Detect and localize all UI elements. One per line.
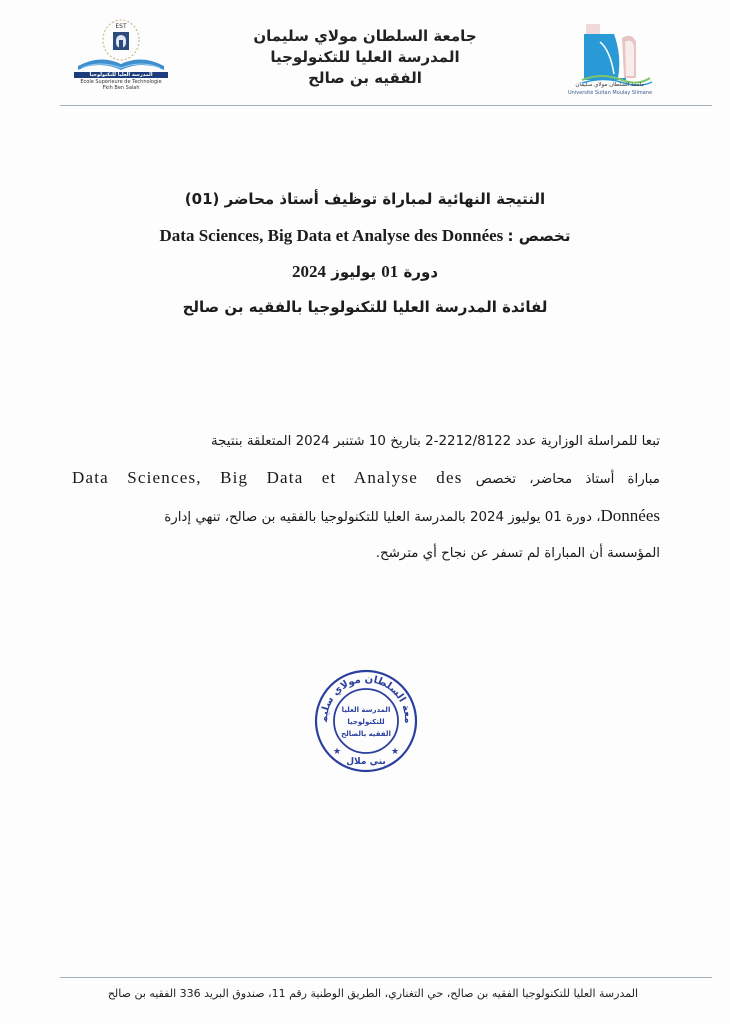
- specialty-line: [60, 226, 670, 246]
- document-title: النتيجة النهائية لمباراة توظيف أستاذ محاضر (01): [184, 190, 546, 208]
- paragraph-line-1: تبعا للمراسلة الوزارية عدد 2212/8122-2 بتاريخ 10 شتنبر 2024 المتعلقة بنتيجة: [210, 434, 660, 449]
- paragraph-line-3-latin: Données: [600, 506, 660, 525]
- official-stamp: [313, 668, 419, 774]
- stamp-inner-line-3: الفقيه بالصالح: [341, 730, 391, 738]
- session-day: 01: [381, 262, 399, 281]
- usms-logo-latin: Université Sultan Moulay Slimane: [567, 90, 653, 96]
- header-divider: [60, 105, 712, 106]
- paragraph-line-2: [72, 460, 660, 498]
- stamp-inner-line-2: للتكنولوجيا: [347, 718, 385, 726]
- session-line: [60, 262, 670, 282]
- est-logo-arabic: المدرسة العليا للتكنولوجيا: [89, 72, 153, 78]
- est-logo-city: Fkih Ben Salah: [102, 85, 140, 91]
- header-university: جامعة السلطان مولاي سليمان: [253, 27, 477, 45]
- footer-address: المدرسة العليا للتكنولوجيا الفقيه بن صالح، حي التغناري، الطريق الوطنية رقم 11، صندوق البريد 336 الفقيه بن صالح: [107, 987, 638, 1000]
- header-school: المدرسة العليا للتكنولوجيا: [270, 48, 460, 66]
- paragraph-line-2-latin: Data Sciences, Big Data et Analyse des: [72, 468, 463, 487]
- session-prefix: دورة: [403, 263, 439, 281]
- usms-logo-arabic: جامعة السلطان مولاي سليمان: [575, 82, 645, 88]
- header-city: الفقيه بن صالح: [308, 69, 422, 87]
- footer-divider: [60, 977, 712, 978]
- paragraph-line-4: المؤسسة أن المباراة لم تسفر عن نجاح أي مترشح.: [375, 546, 660, 561]
- paragraph-line-2-arabic: مباراة أستاذ محاضر، تخصص: [475, 472, 660, 487]
- session-year: 2024: [291, 262, 326, 281]
- specialty-label: تخصص :: [507, 227, 571, 245]
- usms-logo: [562, 20, 658, 102]
- stamp-star-icon: ★: [333, 747, 342, 757]
- est-badge-text: EST: [115, 23, 127, 30]
- header-institution: [245, 26, 485, 89]
- announcement-paragraph: [72, 424, 660, 572]
- est-logo: [70, 18, 172, 98]
- stamp-outer-text: معة السلطان مولاي سليم: [318, 673, 414, 724]
- paragraph-line-3-arabic: ، دورة 01 يوليوز 2024 بالمدرسة العليا للتكنولوجيا بالفقيه بن صالح، تنهي إدارة: [164, 510, 601, 525]
- paragraph-line-3: [72, 498, 660, 536]
- beneficiary-line: لفائدة المدرسة العليا للتكنولوجيا بالفقيه بن صالح: [182, 298, 548, 316]
- session-month: يوليوز: [331, 263, 377, 281]
- stamp-star-icon: ★: [391, 747, 400, 757]
- stamp-inner-line-1: المدرسة العليا: [341, 706, 391, 714]
- specialty-name: Data Sciences, Big Data et Analyse des Données: [159, 226, 504, 245]
- est-logo-french: Ecole Supérieure de Technologie: [80, 79, 162, 85]
- stamp-graphic: [313, 668, 419, 774]
- stamp-bottom-text: بني ملال: [346, 757, 386, 767]
